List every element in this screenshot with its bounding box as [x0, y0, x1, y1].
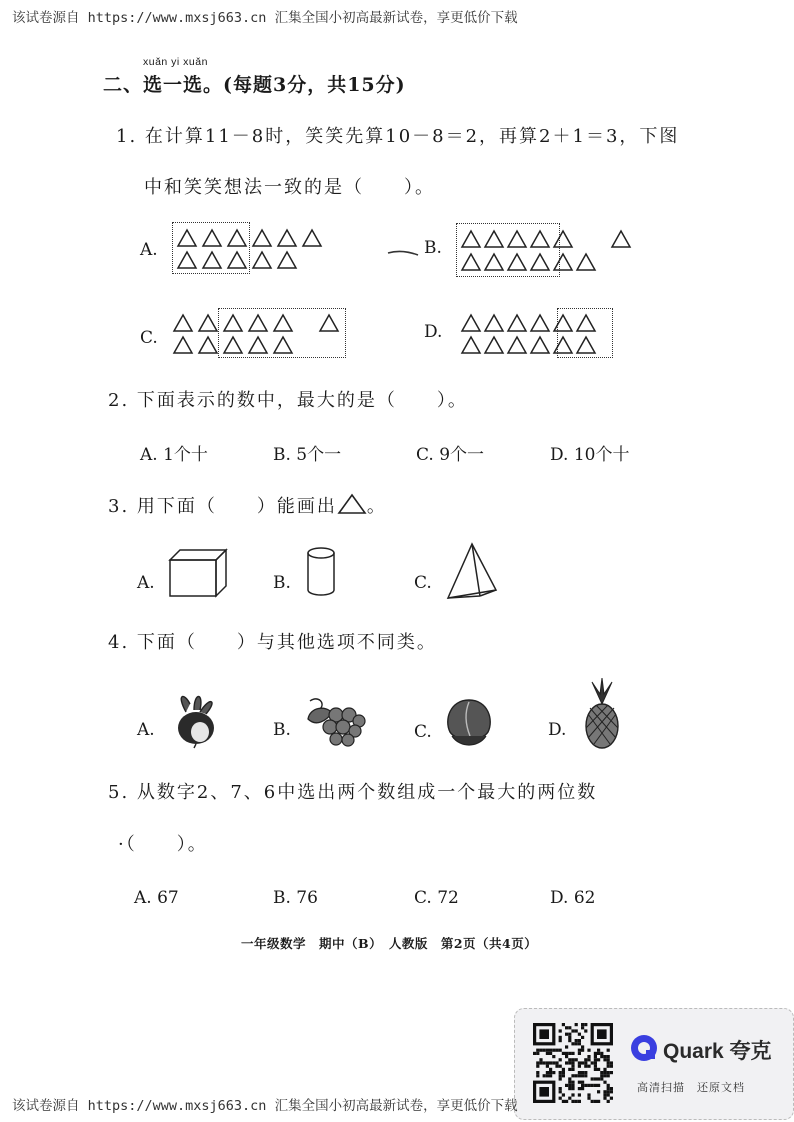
triangle-icon: [272, 313, 294, 333]
cylinder-icon: [304, 546, 338, 598]
triangle-icon: [483, 313, 505, 333]
triangle-icon: [301, 228, 323, 248]
q4-option-c-label: C.: [414, 722, 432, 742]
quark-tagline: 高清扫描 还原文档: [637, 1081, 745, 1094]
section-pinyin: xuǎn yi xuǎn: [143, 56, 208, 68]
triangle-icon: [197, 313, 219, 333]
q3-stem-end: 。: [366, 496, 387, 517]
triangle-icon: [172, 335, 194, 355]
triangle-icon: [460, 313, 482, 333]
triangle-icon: [251, 250, 273, 270]
q1-option-c-label: C.: [140, 328, 158, 348]
triangle-icon: [575, 335, 597, 355]
triangular-prism-icon: [444, 540, 500, 602]
triangle-icon: [222, 313, 244, 333]
source-header: 该试卷源自 https://www.mxsj663.cn 汇集全国小初高最新试卷，享更低价下载: [12, 10, 518, 26]
triangle-icon: [172, 313, 194, 333]
quark-logo: [629, 1029, 779, 1069]
triangle-icon: [610, 229, 632, 249]
triangle-icon: [247, 335, 269, 355]
radish-icon: [164, 690, 222, 750]
triangle-icon: [222, 335, 244, 355]
q3-option-c-label: C.: [414, 573, 432, 593]
q1-line2: 中和笑笑想法一致的是（ ）。: [144, 177, 435, 198]
cuboid-icon: [166, 546, 230, 600]
triangle-icon: [226, 250, 248, 270]
triangle-icon: [506, 335, 528, 355]
triangle-icon: [506, 229, 528, 249]
triangle-icon: [201, 250, 223, 270]
triangle-icon: [201, 228, 223, 248]
triangle-icon: [226, 228, 248, 248]
triangle-icon: [552, 313, 574, 333]
page-footer: 一年级数学 期中（B） 人教版 第2页（共4页）: [241, 936, 538, 951]
triangle-icon: [318, 313, 340, 333]
q3-option-b-label: B.: [273, 573, 291, 593]
q4-option-b-label: B.: [273, 720, 291, 740]
q3-option-a-label: A.: [137, 573, 155, 593]
source-footer: 该试卷源自 https://www.mxsj663.cn 汇集全国小初高最新试卷，享更低价下载: [12, 1098, 518, 1114]
triangle-icon: [506, 252, 528, 272]
triangle-icon: [460, 229, 482, 249]
q2-option-d: D. 10个十: [550, 445, 630, 465]
qr-code-icon: [533, 1023, 613, 1103]
triangle-icon: [529, 335, 551, 355]
q4-option-a-label: A.: [137, 720, 155, 740]
q5-option-d: D. 62: [550, 888, 596, 908]
triangle-icon: [483, 252, 505, 272]
q2-option-c: C. 9个一: [416, 445, 485, 465]
triangle-icon: [460, 335, 482, 355]
pencil-mark: [386, 248, 420, 258]
quark-brand: Quark 夸克: [663, 1040, 772, 1063]
triangle-icon: [460, 252, 482, 272]
quark-watermark-card: [514, 1008, 794, 1120]
triangle-icon: [529, 313, 551, 333]
q2-stem: 2. 下面表示的数中，最大的是（ ）。: [108, 390, 468, 411]
triangle-icon: [251, 228, 273, 248]
triangle-icon: [575, 313, 597, 333]
q4-option-d-label: D.: [548, 720, 567, 740]
triangle-icon: [176, 250, 198, 270]
triangle-icon: [483, 335, 505, 355]
q4-stem: 4. 下面（ ）与其他选项不同类。: [108, 632, 437, 653]
triangle-icon: [552, 335, 574, 355]
q2-option-b: B. 5个一: [273, 445, 342, 465]
q1-option-a-label: A.: [140, 240, 158, 260]
triangle-icon: [483, 229, 505, 249]
q5-line1: 5. 从数字2、7、6中选出两个数组成一个最大的两位数: [108, 782, 598, 803]
triangle-icon: [276, 250, 298, 270]
pineapple-icon: [580, 678, 624, 750]
section-title: 二、选一选。(每题3分，共15分): [103, 74, 406, 96]
peach-icon: [442, 692, 496, 750]
grapes-icon: [304, 693, 366, 749]
triangle-icon: [176, 228, 198, 248]
triangle-icon: [529, 229, 551, 249]
triangle-icon: [197, 335, 219, 355]
q5-option-a: A. 67: [134, 888, 179, 908]
q1-option-b-label: B.: [424, 238, 442, 258]
q1-line1: 1. 在计算11－8时，笑笑先算10－8＝2，再算2＋1＝3，下图: [116, 126, 680, 147]
q2-option-a: A. 1个十: [140, 445, 208, 465]
triangle-icon: [337, 493, 367, 515]
q3-stem: [108, 492, 387, 518]
triangle-icon: [552, 252, 574, 272]
triangle-icon: [247, 313, 269, 333]
triangle-icon: [575, 252, 597, 272]
triangle-icon: [529, 252, 551, 272]
triangle-icon: [506, 313, 528, 333]
q5-option-c: C. 72: [414, 888, 459, 908]
triangle-icon: [276, 228, 298, 248]
quark-logo-icon: [629, 1033, 659, 1063]
q5-line2: ·（ ）。: [118, 834, 208, 855]
q3-stem-text: 3. 用下面（ ）能画出: [108, 496, 337, 517]
q1-option-d-label: D.: [424, 322, 443, 342]
triangle-icon: [272, 335, 294, 355]
q5-option-b: B. 76: [273, 888, 318, 908]
triangle-icon: [552, 229, 574, 249]
